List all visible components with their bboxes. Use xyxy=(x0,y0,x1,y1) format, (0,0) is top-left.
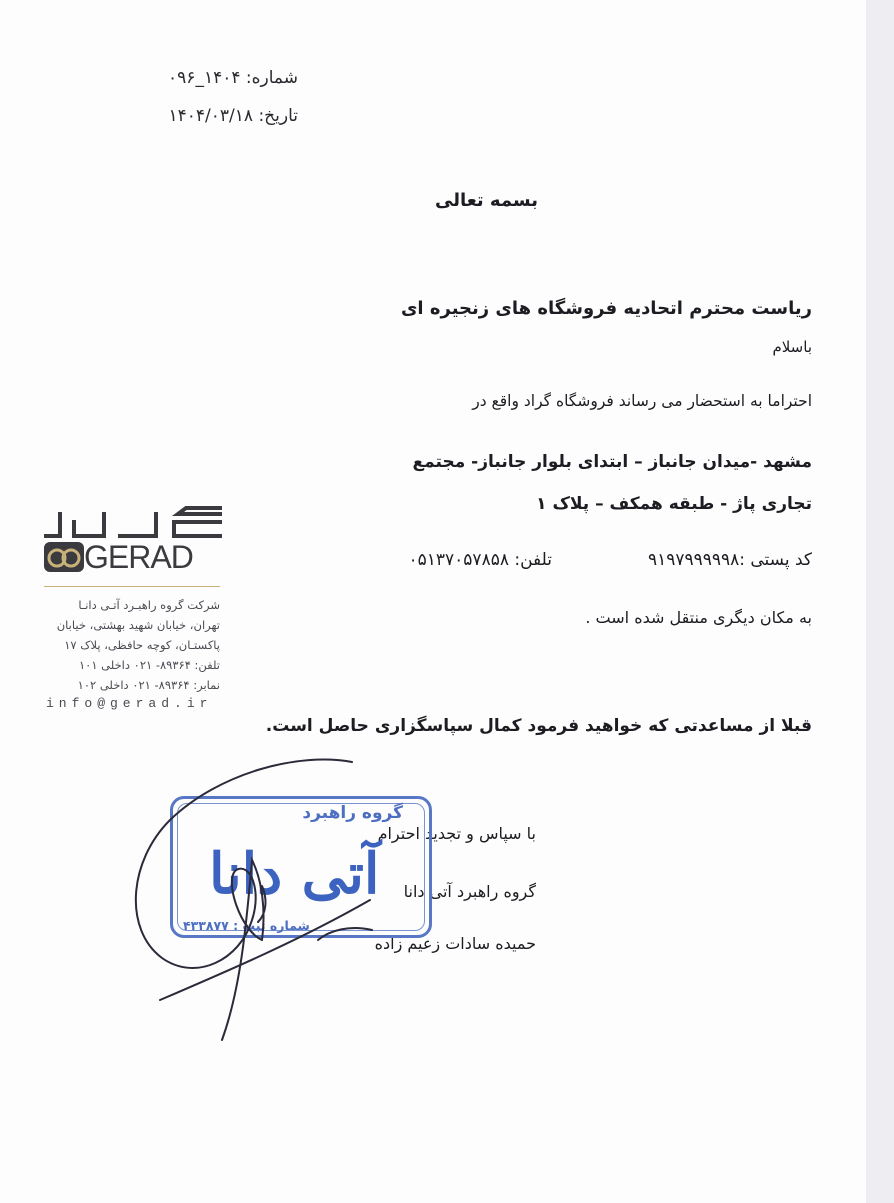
signatory-organization: گروه راهبرد آتی دانا xyxy=(403,882,536,901)
company-logo xyxy=(44,500,222,575)
postal-code: کد پستی :۹۱۹۷۹۹۹۹۹۸ xyxy=(647,550,812,570)
thanks-line: قبلا از مساعدتی که خواهید فرمود کمال سپاسگزاری حاصل است. xyxy=(265,716,812,736)
address-line-2: تجاری پاژ - طبقه همکف – پلاک ۱ xyxy=(536,494,812,514)
moved-notice: به مکان دیگری منتقل شده است . xyxy=(585,608,812,627)
intro-text: احتراما به استحضار می رساند فروشگاه گراد واقع در xyxy=(472,392,812,410)
letter-date xyxy=(169,106,298,126)
company-name: شرکت گروه راهبـرد آتـی دانـا xyxy=(78,598,220,612)
letter-title: بسمه تعالی xyxy=(435,190,538,211)
letter-number-label: شماره: xyxy=(245,68,298,88)
letter-number xyxy=(168,68,298,88)
brand-row xyxy=(44,539,222,575)
letter-number-value: ۱۴۰۴_۰۹۶ xyxy=(168,68,241,88)
gerad-farsi-logo-icon xyxy=(44,500,222,540)
phone-number: تلفن: ۰۵۱۳۷۰۵۷۸۵۸ xyxy=(408,550,552,570)
greeting: باسلام xyxy=(772,338,812,356)
closing-regards: با سپاس و تجدید احترام xyxy=(377,824,536,843)
company-fax: نمابر: ۸۹۳۶۴- ۰۲۱ داخلی ۱۰۲ xyxy=(77,678,220,692)
scan-margin xyxy=(866,0,894,1203)
signatory-name: حمیده سادات زعیم زاده xyxy=(374,934,536,953)
company-phone: تلفن: ۸۹۳۶۴- ۰۲۱ داخلی ۱۰۱ xyxy=(78,658,220,672)
company-stamp xyxy=(170,796,432,938)
stamp-company-name: آتی دانا xyxy=(209,841,380,907)
gg-monogram-icon xyxy=(44,542,84,572)
logo-divider xyxy=(44,586,220,587)
company-email: info@gerad.ir xyxy=(46,696,213,711)
brand-name-latin: GERAD xyxy=(84,539,193,575)
address-line-1: مشهد -میدان جانباز – ابتدای بلوار جانباز- مجتمع xyxy=(412,452,812,472)
stamp-registration: شماره ثبت : ۴۳۳۸۷۷ xyxy=(183,918,310,933)
letter-date-value: ۱۴۰۴/۰۳/۱۸ xyxy=(168,106,254,126)
company-address-2: پاکستـان، کوچه حافظی، پلاک ۱۷ xyxy=(64,638,220,652)
addressee: ریاست محترم اتحادیه فروشگاه های زنجیره ای xyxy=(400,298,812,319)
letter-date-label: تاریخ: xyxy=(258,106,298,126)
stamp-top-text: گروه راهبرد xyxy=(302,803,403,823)
company-address-1: تهران، خیابان شهید بهشتی، خیابان xyxy=(56,618,220,632)
